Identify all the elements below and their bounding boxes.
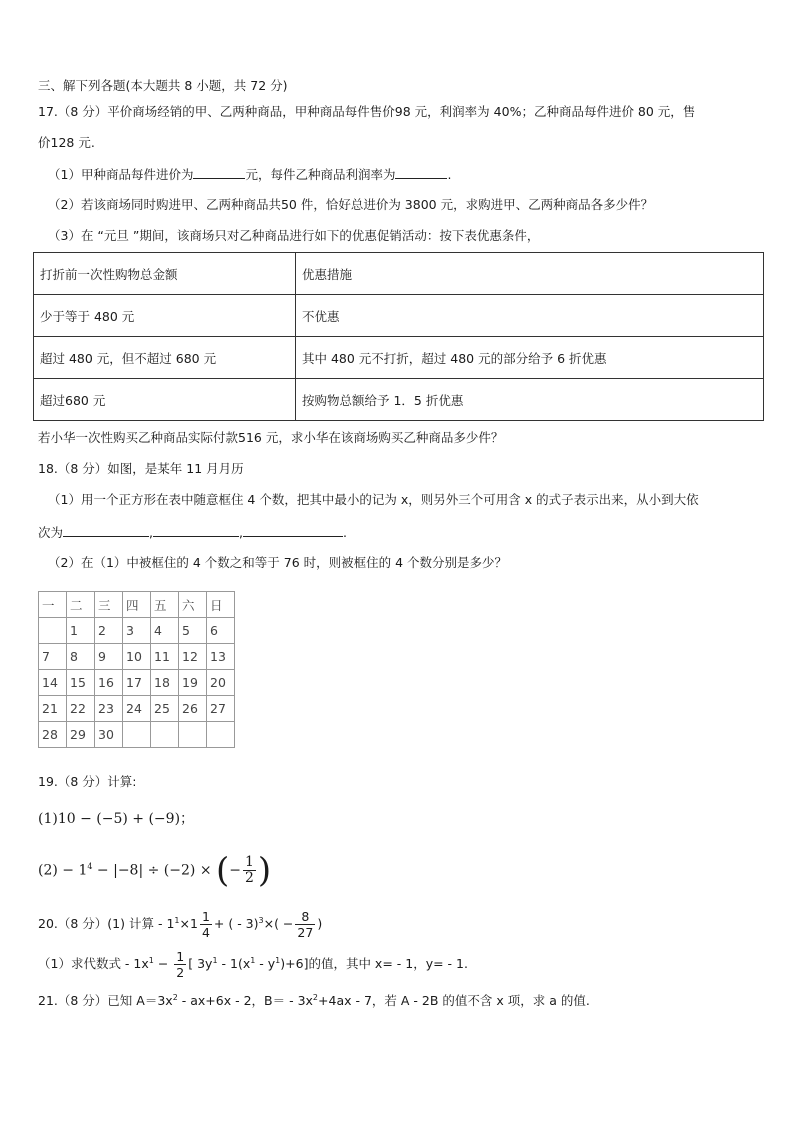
section-title: 三、解下列各题(本大题共 8 小题，共 72 分) [38, 78, 288, 93]
table-cell: 超过680 元 [34, 379, 296, 421]
table-cell: 不优惠 [296, 295, 764, 337]
answer-blank[interactable] [395, 166, 447, 179]
calendar-row [39, 618, 235, 644]
exponent: 3 [258, 916, 264, 925]
calendar-cell: 13 [207, 644, 235, 670]
calendar-cell: 3 [123, 618, 151, 644]
numerator: 1 [176, 949, 185, 965]
q17-p1-text-b: 元，每件乙种商品利润率为 [245, 167, 396, 182]
q19-expr2 [38, 848, 271, 890]
table-row [34, 295, 764, 337]
answer-blank[interactable] [153, 524, 239, 537]
q17-part3: （3）在 “元旦 ”期间，该商场只对乙种商品进行如下的优惠促销活动：按下表优惠条件， [48, 228, 540, 243]
calendar-cell [207, 722, 235, 748]
calendar-cell: 26 [179, 696, 207, 722]
expr-part: + ( - 3) [213, 916, 259, 932]
calendar-cell: 8 [67, 644, 95, 670]
table-row [34, 253, 764, 295]
calendar-cell: 7 [39, 644, 67, 670]
table-row [34, 379, 764, 421]
calendar-row [39, 696, 235, 722]
calendar-cell: 20 [207, 670, 235, 696]
calendar-cell: 21 [39, 696, 67, 722]
numerator: 1 [245, 854, 254, 871]
table-cell: 打折前一次性购物总金额 [34, 253, 296, 295]
table-cell: 超过 480 元，但不超过 680 元 [34, 337, 296, 379]
numerator: 8 [295, 909, 315, 925]
expr-part: − [153, 956, 173, 972]
expr-part: 21.（8 分）已知 A＝3x [38, 993, 173, 1009]
exponent: 1 [212, 956, 218, 965]
calendar-cell: 14 [39, 670, 67, 696]
expr-part: ) [317, 916, 323, 932]
weekday-label: 六 [179, 592, 207, 618]
q18-part2: （2）在（1）中被框住的 4 个数之和等于 76 时，则被框住的 4 个数分别是多少？ [48, 555, 508, 570]
period: . [342, 525, 347, 540]
calendar-cell [123, 722, 151, 748]
calendar-cell: 11 [151, 644, 179, 670]
exponent: 4 [87, 862, 93, 871]
fraction [295, 909, 315, 940]
fraction [200, 909, 212, 940]
table-cell: 其中 480 元不打折，超过 480 元的部分给予 6 折优惠 [296, 337, 764, 379]
q17-part1 [48, 166, 451, 183]
expr-part: )+6]的值，其中 x= - 1，y= - 1. [280, 956, 468, 972]
denominator: 2 [176, 965, 185, 981]
weekday-label: 日 [207, 592, 235, 618]
table-cell: 少于等于 480 元 [34, 295, 296, 337]
right-paren-icon: ) [257, 850, 272, 891]
calendar-row [39, 644, 235, 670]
expr-part: +4ax - 7，若 A - 2B 的值不含 x 项，求 a 的值. [318, 993, 590, 1009]
weekday-label: 五 [151, 592, 179, 618]
expr-part: - y [255, 956, 276, 972]
left-paren-icon: ( [216, 850, 230, 891]
november-calendar [38, 591, 235, 748]
comma: , [149, 525, 153, 540]
calendar-cell: 5 [179, 618, 207, 644]
denominator: 2 [245, 870, 254, 887]
denominator: 4 [201, 925, 210, 941]
q18-part1-line2 [38, 524, 347, 541]
calendar-cell: 1 [67, 618, 95, 644]
calendar-cell: 12 [179, 644, 207, 670]
table-cell: 按购物总额给予 1．5 折优惠 [296, 379, 764, 421]
calendar-cell: 30 [95, 722, 123, 748]
calendar-cell: 19 [179, 670, 207, 696]
weekday-label: 四 [123, 592, 151, 618]
answer-blank[interactable] [193, 166, 245, 179]
minus-sign: − [229, 862, 241, 879]
expr-part: ×( − [263, 916, 294, 932]
exponent: 2 [172, 993, 178, 1002]
q17-line1: 17.（8 分）平价商场经销的甲、乙两种商品，甲种商品每件售价98 元，利润率为 40%；乙种商品每件进价 80 元，售 [38, 104, 696, 119]
denominator: 27 [297, 925, 314, 941]
q20-part-b [38, 944, 468, 981]
calendar-cell: 6 [207, 618, 235, 644]
exponent: 1 [174, 916, 180, 925]
calendar-cell: 9 [95, 644, 123, 670]
q19-expr1: (1)10 − (−5) + (−9)； [38, 811, 195, 827]
calendar-cell: 24 [123, 696, 151, 722]
q21-text [38, 990, 590, 1009]
expr-part: (2) − 1 [38, 862, 88, 879]
calendar-cell: 17 [123, 670, 151, 696]
exponent: 2 [312, 993, 319, 1002]
comma: , [239, 525, 243, 540]
calendar-cell: 4 [151, 618, 179, 644]
q17-p1-text-c: . [447, 167, 452, 182]
calendar-row [39, 670, 235, 696]
expr-part: - ax+6x - 2，B＝ - 3x [177, 993, 313, 1009]
discount-table [33, 252, 764, 421]
calendar-cell: 10 [123, 644, 151, 670]
q18-part1-line1: （1）用一个正方形在表中随意框住 4 个数，把其中最小的记为 x，则另外三个可用含 x 的式子表示出来，从小到大依 [48, 492, 699, 507]
calendar-cell: 15 [67, 670, 95, 696]
calendar-cell: 27 [207, 696, 235, 722]
calendar-cell: 16 [95, 670, 123, 696]
calendar-cell [39, 618, 67, 644]
calendar-cell [179, 722, 207, 748]
q17-line2: 价128 元. [38, 135, 95, 150]
calendar-cell: 23 [95, 696, 123, 722]
calendar-cell: 22 [67, 696, 95, 722]
table-cell: 优惠措施 [296, 253, 764, 295]
exponent: 1 [250, 956, 256, 965]
q20-part-a [38, 904, 322, 941]
calendar-row [39, 722, 235, 748]
q17-after-table: 若小华一次性购买乙种商品实际付款516 元，求小华在该商场购买乙种商品多少件？ [38, 430, 504, 445]
q17-part2: （2）若该商场同时购进甲、乙两种商品共50 件，恰好总进价为 3800 元，求购进甲、乙两种商品各多少件？ [48, 197, 654, 212]
table-row [34, 337, 764, 379]
answer-blank[interactable] [63, 524, 149, 537]
calendar-cell: 2 [95, 618, 123, 644]
fraction [174, 949, 186, 980]
calendar-header-row [39, 592, 235, 618]
expr-part: [ 3y [188, 956, 213, 972]
fraction [243, 855, 256, 886]
weekday-label: 二 [67, 592, 95, 618]
q19-title: 19.（8 分）计算: [38, 774, 137, 789]
calendar-cell: 29 [67, 722, 95, 748]
expr-part: 20.（8 分）(1) 计算 - 1 [38, 916, 175, 932]
expr-part: − |−8| ÷ (−2) × [92, 862, 216, 879]
numerator: 1 [201, 909, 210, 925]
exponent: 1 [148, 956, 154, 965]
expr-part: ×1 [179, 916, 198, 932]
expr-part: （1）求代数式 - 1x [38, 956, 149, 972]
weekday-label: 一 [39, 592, 67, 618]
expr-part: - 1(x [217, 956, 251, 972]
q18-p1-text: 次为 [38, 525, 64, 540]
calendar-cell: 18 [151, 670, 179, 696]
q18-title: 18.（8 分）如图，是某年 11 月月历 [38, 461, 244, 476]
calendar-cell: 28 [39, 722, 67, 748]
calendar-cell [151, 722, 179, 748]
calendar-cell: 25 [151, 696, 179, 722]
answer-blank[interactable] [243, 524, 343, 537]
weekday-label: 三 [95, 592, 123, 618]
exponent: 1 [275, 956, 281, 965]
q17-p1-text-a: （1）甲种商品每件进价为 [48, 167, 194, 182]
